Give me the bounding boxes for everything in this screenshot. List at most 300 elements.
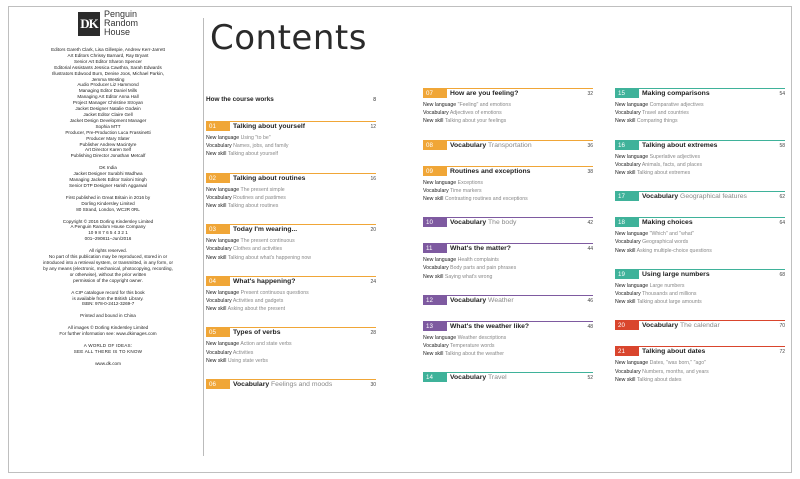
imprint-line: All rights reserved.	[88, 248, 128, 254]
unit-title	[230, 174, 370, 183]
unit-title-text: Talking about yourself	[233, 123, 306, 130]
imprint-line: A Penguin Random House Company	[70, 224, 146, 230]
unit-title	[639, 270, 779, 279]
detail-value: Comparative adjectives	[649, 102, 704, 108]
detail-label: Vocabulary	[206, 143, 232, 150]
unit-number-badge: 08	[423, 141, 447, 150]
detail-label: Vocabulary	[615, 291, 641, 298]
unit-detail-row	[423, 264, 593, 272]
unit-title-text: Vocabulary	[450, 141, 487, 149]
entry-header	[206, 379, 376, 389]
unit-detail-row	[423, 342, 593, 350]
unit-detail-row	[206, 357, 376, 365]
unit-title	[230, 328, 370, 337]
unit-detail-row	[615, 169, 785, 177]
unit-title-text: Types of verbs	[233, 329, 281, 337]
unit-title-text: Vocabulary	[233, 381, 270, 389]
unit-title-text: Using large numbers	[642, 270, 710, 278]
detail-label: New language	[423, 257, 457, 264]
detail-value: Asking multiple-choice questions	[636, 247, 712, 254]
unit-detail-row	[423, 101, 593, 109]
unit-title-text: Today I'm wearing...	[233, 226, 298, 234]
entry-header	[206, 121, 376, 131]
unit-subtitle: The calendar	[680, 322, 720, 330]
imprint-line: Jemma Westing	[91, 76, 125, 82]
unit-detail-row	[206, 289, 376, 297]
unit-subtitle: The body	[488, 219, 517, 227]
detail-value: Body parts and pain phrases	[450, 265, 517, 272]
entry-header	[615, 320, 785, 330]
unit-detail-row	[423, 334, 593, 342]
detail-value: Talking about routines	[227, 203, 279, 210]
entry-header	[206, 327, 376, 337]
detail-label: New skill	[423, 118, 444, 125]
unit-title-text: Vocabulary	[450, 374, 487, 382]
detail-label: New skill	[206, 203, 227, 210]
detail-value: Talking about large amounts	[636, 299, 702, 306]
detail-value: Present continuous questions	[240, 289, 309, 296]
imprint-line: Art Editors Chrissy Barnard, Ray Bryant	[67, 52, 149, 58]
unit-detail-row	[423, 273, 593, 281]
unit-subtitle: Travel	[488, 374, 507, 382]
unit-detail-row	[206, 297, 376, 305]
contents-entry[interactable]	[206, 379, 376, 389]
contents-entry[interactable]	[423, 295, 593, 305]
detail-value: "Which" and "what"	[649, 231, 694, 238]
entry-header	[423, 372, 593, 382]
publisher-name: Penguin Random House	[103, 9, 139, 37]
imprint-line: Illustrators Edwood Burn, Denise Joos, Michael Parkin,	[52, 70, 164, 76]
imprint-line: All images © Dorling Kindersley Limited	[67, 325, 149, 331]
entry-header	[615, 269, 785, 279]
unit-title	[639, 347, 779, 356]
unit-page-number: 42	[587, 220, 593, 227]
unit-page-number: 68	[779, 271, 785, 278]
detail-label: New skill	[615, 170, 636, 177]
unit-page-number: 46	[587, 297, 593, 304]
unit-title	[230, 225, 370, 234]
unit-details	[206, 340, 376, 365]
unit-detail-row	[206, 237, 376, 245]
imprint-line: ISBN: 978-0-2412-3269-7	[81, 301, 135, 307]
unit-number-badge: 04	[206, 277, 230, 286]
imprint-line: DK India	[99, 165, 117, 171]
images-block	[22, 325, 194, 337]
imprint-line: No part of this publication may be reproduced, stored in or	[48, 254, 168, 260]
unit-details	[615, 101, 785, 126]
detail-label: New language	[206, 135, 240, 141]
detail-label: New language	[206, 186, 240, 193]
entry-header	[423, 88, 593, 98]
unit-detail-row	[423, 179, 593, 187]
detail-value: "Feeling" and emotions	[457, 102, 511, 108]
detail-value: Talking about the weather	[444, 351, 504, 358]
imprint-line: by any means (electronic, mechanical, photocopying, recording,	[43, 265, 173, 271]
imprint-line: A CIP catalogue record for this book	[71, 289, 145, 295]
unit-number-badge: 05	[206, 328, 230, 337]
detail-label: Vocabulary	[206, 349, 232, 356]
detail-label: New skill	[206, 254, 227, 261]
detail-label: Vocabulary	[615, 161, 641, 168]
unit-title	[230, 122, 370, 131]
unit-number-badge: 09	[423, 167, 447, 176]
contents-entry[interactable]	[615, 320, 785, 330]
unit-title	[230, 380, 370, 389]
unit-number-badge: 02	[206, 174, 230, 183]
unit-detail-row	[423, 187, 593, 195]
unit-title-text: Talking about dates	[642, 348, 706, 356]
unit-detail-row	[206, 254, 376, 262]
unit-details	[206, 289, 376, 314]
detail-label: Vocabulary	[423, 265, 449, 272]
detail-value: Talking about what's happening now	[227, 254, 312, 261]
contents-entry[interactable]	[206, 276, 376, 314]
imprint-line: Producer Mary Slater	[86, 135, 130, 141]
unit-number-badge: 15	[615, 89, 639, 98]
unit-detail-row	[206, 134, 376, 142]
unit-details	[615, 230, 785, 255]
detail-value: Thousands and millions	[642, 291, 697, 298]
detail-label: Vocabulary	[423, 110, 449, 117]
how-course-works-entry[interactable]	[206, 96, 376, 107]
unit-detail-row	[206, 202, 376, 210]
imprint-line: introduced into a retrieval system, or transmitted, in any form, or	[43, 260, 173, 265]
imprint-line: Managing Editor Daniel Mills	[78, 88, 138, 94]
detail-value: The present continuous	[240, 238, 295, 245]
entry-header	[206, 224, 376, 234]
contents-entry[interactable]	[615, 217, 785, 255]
unit-title	[447, 322, 587, 331]
unit-detail-row	[615, 368, 785, 376]
imprint-line: 001–290811–Jun/2016	[84, 236, 132, 242]
unit-detail-row	[615, 376, 785, 384]
imprint-line: Jacket Designer Surabhi Wadhwa	[73, 171, 143, 177]
publisher-logo	[22, 10, 194, 37]
unit-page-number: 38	[587, 168, 593, 175]
unit-details	[423, 334, 593, 359]
unit-title-text: Making comparisons	[642, 90, 710, 97]
unit-page-number: 52	[587, 375, 593, 382]
unit-title	[447, 244, 587, 253]
contents-entry[interactable]	[615, 269, 785, 307]
imprint-line: Editors Gareth Clark, Lisa Gillespie, Andrew Kerr-Jarrett	[51, 47, 165, 52]
unit-number-badge: 21	[615, 347, 639, 356]
rights-block	[22, 248, 194, 283]
entry-header	[615, 140, 785, 150]
tagline-block	[22, 343, 194, 355]
unit-title-text: Vocabulary	[642, 193, 679, 201]
detail-label: Vocabulary	[423, 187, 449, 194]
first-published-block	[22, 195, 194, 213]
detail-label: New skill	[615, 247, 636, 254]
unit-detail-row	[206, 194, 376, 202]
unit-page-number: 24	[370, 278, 376, 285]
detail-label: New language	[423, 334, 457, 341]
imprint-line: www.dk.com	[95, 360, 121, 366]
unit-detail-row	[423, 350, 593, 358]
page-title: Contents	[210, 18, 367, 58]
unit-detail-row	[423, 109, 593, 117]
unit-title	[639, 321, 779, 330]
detail-value: Action and state verbs	[240, 341, 292, 348]
contents-entry[interactable]	[423, 166, 593, 204]
unit-title	[639, 192, 779, 201]
unit-detail-row	[615, 153, 785, 161]
unit-subtitle: Feelings and moods	[271, 381, 333, 389]
detail-value: Using "to be"	[240, 135, 271, 141]
detail-label: New skill	[615, 376, 636, 383]
imprint-line: Publishing Director Jonathan Metcalf	[70, 153, 146, 159]
unit-number-badge: 03	[206, 225, 230, 234]
detail-label: New language	[615, 231, 649, 238]
unit-number-badge: 19	[615, 270, 639, 279]
entry-header	[615, 88, 785, 98]
detail-label: New skill	[423, 351, 444, 358]
entry-header	[206, 276, 376, 286]
unit-details	[206, 237, 376, 262]
unit-title-text: Talking about extremes	[642, 141, 718, 149]
contents-entry[interactable]	[423, 243, 593, 281]
unit-detail-row	[615, 359, 785, 367]
unit-title-text: What's the weather like?	[450, 322, 530, 330]
imprint-line: Audio Producer Liz Hammond	[77, 82, 139, 88]
detail-label: Vocabulary	[206, 246, 232, 253]
imprint-line: Jacket Design Development Manager	[69, 117, 147, 123]
detail-value: Talking about yourself	[227, 151, 279, 158]
entry-header	[615, 217, 785, 227]
india-block	[22, 165, 194, 189]
cip-block	[22, 290, 194, 308]
detail-value: Dates, "was born," "ago"	[649, 360, 707, 367]
detail-value: Temperature words	[450, 343, 495, 350]
unit-details	[206, 134, 376, 159]
contents-column-2	[423, 88, 593, 398]
detail-label: Vocabulary	[423, 343, 449, 350]
detail-label: New skill	[615, 118, 636, 125]
detail-label: New skill	[615, 299, 636, 306]
unit-page-number: 48	[587, 323, 593, 330]
imprint-line: For further information see: www.dkimages.com	[59, 331, 157, 337]
unit-subtitle: Transportation	[488, 141, 532, 149]
entry-header	[423, 166, 593, 176]
imprint-line: Publisher Andrew Macintyre	[79, 141, 137, 147]
imprint-line: Jacket Editor Claire Gell	[83, 111, 133, 117]
imprint-line: or otherwise), without the prior written	[69, 271, 147, 277]
detail-label: New skill	[423, 196, 444, 203]
unit-page-number: 28	[370, 330, 376, 337]
unit-page-number: 32	[587, 91, 593, 97]
entry-header	[423, 295, 593, 305]
contents-entry[interactable]	[423, 140, 593, 150]
imprint-line: Copyright © 2016 Dorling Kindersley Limited	[62, 218, 154, 224]
imprint-line: is available from the British Library.	[72, 295, 144, 301]
unit-page-number: 64	[779, 220, 785, 227]
detail-value: Travel and countries	[642, 110, 689, 117]
unit-subtitle: Geographical features	[680, 193, 747, 201]
unit-detail-row	[206, 150, 376, 158]
imprint-line: Dorling Kindersley Limited	[81, 200, 135, 206]
unit-page-number: 58	[779, 142, 785, 149]
unit-details	[423, 256, 593, 281]
unit-page-number: 62	[779, 194, 785, 201]
contents-entry[interactable]	[423, 372, 593, 382]
detail-value: Using state verbs	[227, 357, 268, 364]
unit-detail-row	[206, 349, 376, 357]
detail-label: New language	[615, 282, 649, 289]
detail-value: Talking about your feelings	[444, 118, 507, 125]
unit-detail-row	[206, 245, 376, 253]
contents-entry[interactable]	[615, 88, 785, 126]
contents-entry[interactable]	[423, 88, 593, 126]
detail-value: Large numbers	[649, 282, 685, 289]
unit-detail-row	[206, 186, 376, 194]
imprint-line: 80 Strand, London, WC2R 0RL	[76, 206, 140, 212]
contents-entry[interactable]	[206, 224, 376, 262]
imprint-line: Editorial Assistants Jessica Cawthra, Sarah Edwards	[54, 64, 162, 70]
contents-entry[interactable]	[206, 173, 376, 211]
detail-label: New skill	[423, 273, 444, 280]
unit-title-text: How are you feeling?	[450, 90, 519, 97]
website-block	[22, 361, 194, 367]
unit-number-badge: 12	[423, 296, 447, 305]
unit-number-badge: 01	[206, 122, 230, 131]
unit-detail-row	[423, 195, 593, 203]
unit-page-number: 54	[779, 91, 785, 97]
detail-value: Health complaints	[457, 257, 499, 264]
detail-value: Clothes and activities	[233, 246, 283, 253]
contents-entry[interactable]	[423, 217, 593, 227]
detail-label: Vocabulary	[615, 239, 641, 246]
unit-detail-row	[423, 117, 593, 125]
contents-entry[interactable]	[615, 191, 785, 201]
detail-value: Activities and gadgets	[232, 298, 284, 305]
unit-title	[639, 218, 779, 227]
entry-header	[615, 191, 785, 201]
detail-label: New skill	[206, 306, 227, 313]
detail-value: Animals, facts, and places	[641, 161, 703, 168]
imprint-line: Art Director Karen Self	[85, 147, 131, 153]
imprint-line: Project Manager Christine Stroyan	[72, 100, 144, 106]
unit-page-number: 44	[587, 246, 593, 253]
unit-number-badge: 18	[615, 218, 639, 227]
detail-value: Geographical words	[642, 239, 689, 246]
credits-block	[22, 47, 194, 159]
entry-header	[423, 321, 593, 331]
unit-page-number: 16	[370, 175, 376, 182]
detail-value: Adjectives of emotions	[449, 110, 502, 117]
imprint-line: A WORLD OF IDEAS:	[83, 343, 133, 349]
detail-value: Names, jobs, and family	[233, 143, 289, 150]
unit-title	[447, 167, 587, 176]
unit-title	[447, 141, 587, 150]
contents-entry[interactable]	[206, 327, 376, 365]
unit-details	[423, 101, 593, 126]
detail-value: Superlative adjectives	[649, 153, 701, 160]
detail-label: Vocabulary	[615, 110, 641, 117]
contents-column-1	[206, 96, 376, 405]
unit-page-number: 72	[779, 349, 785, 356]
unit-number-badge: 10	[423, 218, 447, 227]
unit-page-number: 36	[587, 142, 593, 149]
unit-detail-row	[615, 290, 785, 298]
contents-column-3	[615, 88, 785, 398]
unit-details	[423, 179, 593, 204]
printed-block	[22, 313, 194, 319]
unit-detail-row	[615, 298, 785, 306]
detail-value: Activities	[232, 349, 254, 356]
imprint-line: Sophia MTT	[95, 123, 121, 129]
unit-details	[615, 359, 785, 384]
unit-detail-row	[615, 247, 785, 255]
detail-value: Weather descriptions	[457, 334, 507, 341]
contents-entry[interactable]	[206, 121, 376, 159]
unit-detail-row	[423, 256, 593, 264]
entry-header	[423, 217, 593, 227]
detail-value: Talking about extremes	[636, 170, 691, 177]
detail-label: Vocabulary	[206, 194, 232, 201]
how-course-works-page: 8	[373, 97, 376, 103]
unit-details	[615, 153, 785, 178]
unit-detail-row	[615, 282, 785, 290]
how-course-works-label: How the course works	[206, 96, 274, 103]
unit-page-number: 70	[779, 323, 785, 330]
unit-page-number: 20	[370, 227, 376, 234]
unit-number-badge: 06	[206, 380, 230, 389]
unit-detail-row	[206, 142, 376, 150]
unit-detail-row	[206, 340, 376, 348]
detail-value: Numbers, months, and years	[642, 368, 709, 375]
detail-label: New skill	[206, 357, 227, 364]
detail-value: Contrasting routines and exceptions	[444, 196, 528, 203]
unit-number-badge: 20	[615, 321, 639, 330]
unit-detail-row	[615, 161, 785, 169]
detail-label: New language	[206, 341, 240, 348]
imprint-line: SEE ALL THERE IS TO KNOW	[73, 348, 143, 354]
detail-value: Time markers	[450, 187, 482, 194]
contents-entry[interactable]	[423, 321, 593, 359]
unit-title-text: What's happening?	[233, 277, 296, 285]
unit-title	[447, 89, 587, 98]
unit-title	[447, 218, 587, 227]
unit-number-badge: 17	[615, 192, 639, 201]
imprint-line: Senior DTP Designer Harish Aggarwal	[68, 182, 148, 188]
detail-value: The present simple	[240, 186, 285, 193]
unit-detail-row	[615, 238, 785, 246]
unit-title-text: Vocabulary	[450, 296, 487, 304]
unit-title-text: Talking about routines	[233, 174, 306, 182]
detail-label: New skill	[206, 151, 227, 158]
dk-logo-mark: DK	[78, 12, 100, 36]
column-divider	[203, 18, 204, 456]
unit-number-badge: 16	[615, 141, 639, 150]
contents-entry[interactable]	[615, 140, 785, 178]
unit-title	[639, 89, 779, 98]
detail-label: New language	[615, 102, 649, 108]
detail-value: Routines and pastimes	[233, 194, 286, 201]
unit-detail-row	[206, 305, 376, 313]
unit-title-text: Making choices	[642, 219, 693, 227]
copyright-block	[22, 219, 194, 243]
contents-entry[interactable]	[615, 346, 785, 384]
detail-value: Comparing things	[636, 118, 678, 125]
entry-header	[615, 346, 785, 356]
unit-title	[230, 277, 370, 286]
detail-label: New language	[423, 102, 457, 108]
detail-value: Exceptions	[457, 179, 484, 186]
detail-label: Vocabulary	[615, 368, 641, 375]
imprint-line: Jacket Designer Natalie Godwin	[75, 106, 141, 112]
imprint-line: Producer, Pre-Production Luca Frassinetti	[65, 129, 151, 135]
